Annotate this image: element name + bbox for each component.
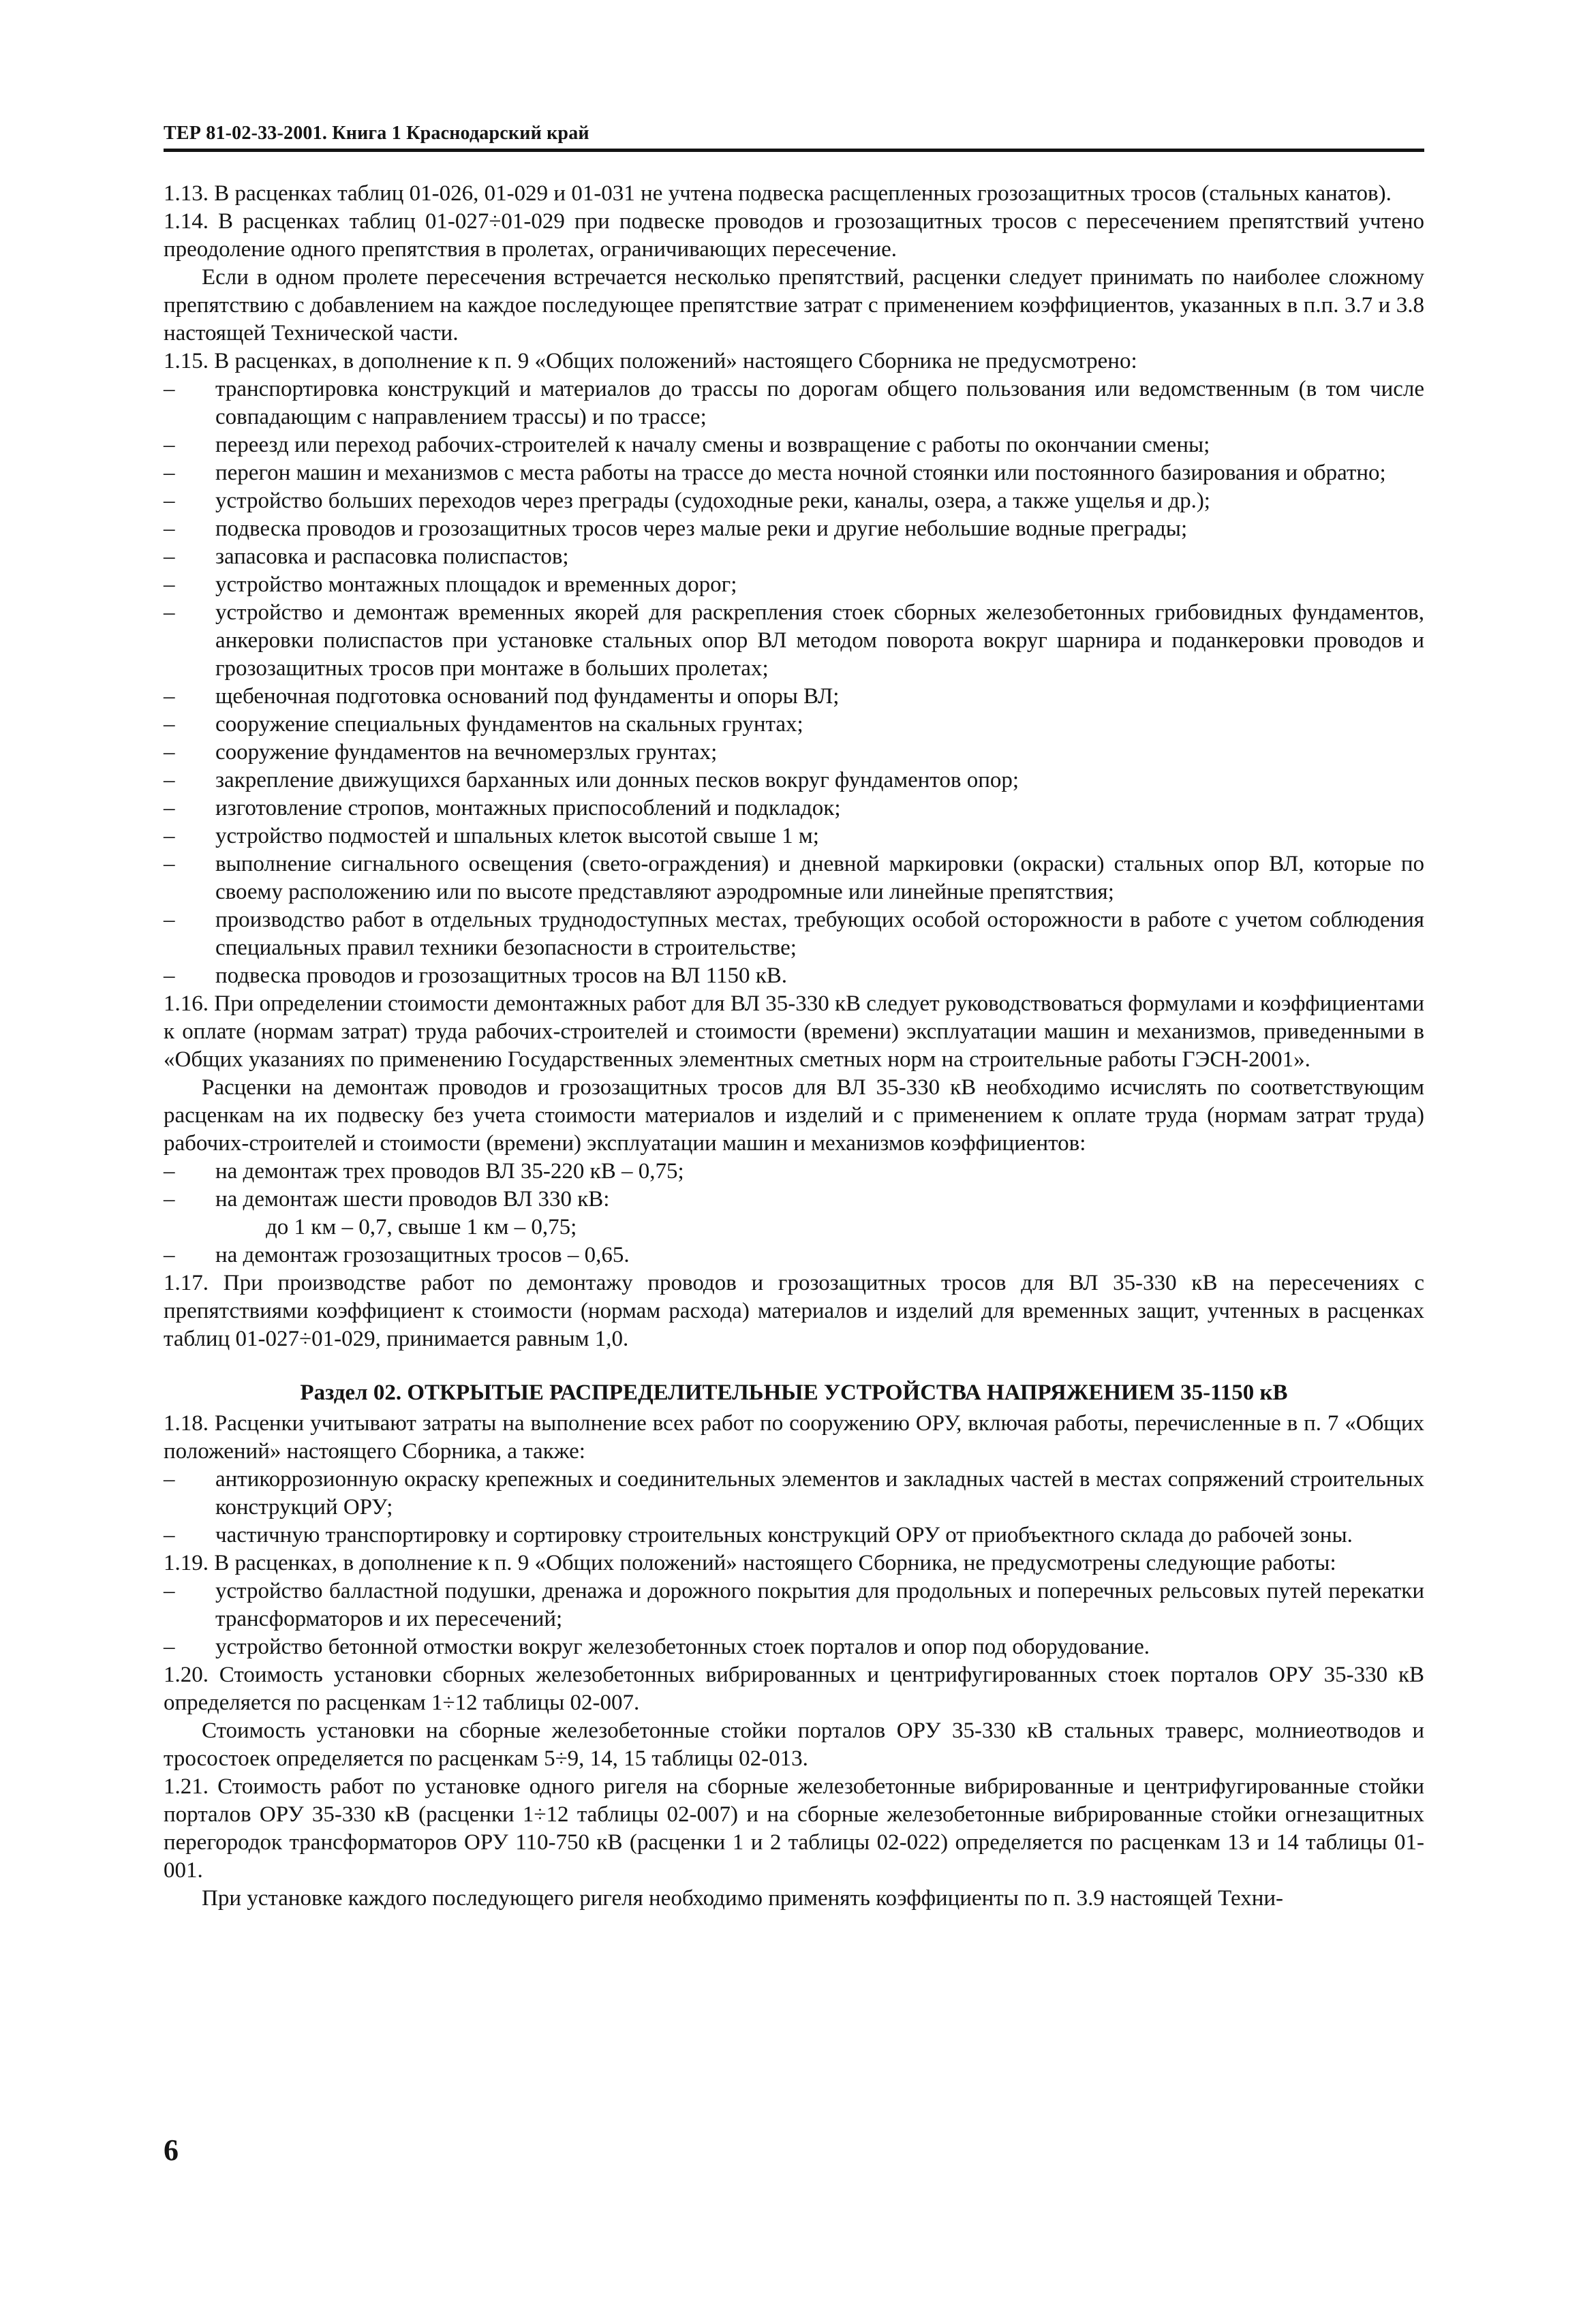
list-item bbox=[164, 767, 1424, 794]
list-item bbox=[164, 683, 1424, 711]
paragraph-1-15: 1.15. В расценках, в дополнение к п. 9 «Общих положений» настоящего Сборника не предусмотрено: bbox=[164, 349, 1137, 373]
dash-mark: – bbox=[164, 433, 175, 457]
list-item bbox=[164, 515, 1424, 543]
dash-mark: – bbox=[164, 963, 175, 988]
list-item bbox=[164, 850, 1424, 906]
dash-mark: – bbox=[164, 1523, 175, 1547]
list-item bbox=[164, 822, 1424, 850]
dash-mark: – bbox=[164, 461, 175, 485]
dash-mark: – bbox=[164, 768, 175, 792]
dash-mark: – bbox=[164, 740, 175, 765]
list-item-text: сооружение фундаментов на вечномерзлых грунтах; bbox=[215, 740, 718, 765]
page-number: 6 bbox=[164, 2133, 179, 2167]
page-header bbox=[164, 117, 1424, 153]
list-item-text: подвеска проводов и грозозащитных тросов на ВЛ 1150 кВ. bbox=[215, 963, 788, 988]
list-item bbox=[164, 711, 1424, 739]
list-item bbox=[164, 599, 1424, 683]
dash-mark: – bbox=[164, 1243, 175, 1267]
list-item-text: подвеска проводов и грозозащитных тросов через малые реки и другие небольшие водные преграды; bbox=[215, 516, 1188, 541]
list-item-text: на демонтаж грозозащитных тросов – 0,65. bbox=[215, 1243, 630, 1267]
document-page bbox=[164, 117, 1424, 1913]
list-item-text: устройство монтажных площадок и временных дорог; bbox=[215, 572, 737, 597]
paragraph-1-18: 1.18. Расценки учитывают затраты на выполнение всех работ по сооружению ОРУ, включая работы, перечисленные в п. 7 «Общих положений» настоящего Сборника, а также: bbox=[164, 1411, 1424, 1464]
dash-mark: – bbox=[164, 544, 175, 569]
dash-mark: – bbox=[164, 824, 175, 848]
paragraph-1-21: 1.21. Стоимость работ по установке одного ригеля на сборные железобетонные вибрированные и центрифугированные стойки порталов ОРУ 35-330 кВ (расценки 1÷12 таблицы 02-007) и на сборные железобетонные вибрированные стойки огнезащитных перегородок трансформаторов ОРУ 110-750 кВ (расценки 1 и 2 таблицы 02-022) определяется по расценкам 13 и 14 таблицы 01-001. bbox=[164, 1774, 1424, 1883]
dash-mark: – bbox=[164, 1159, 175, 1184]
list-1-18 bbox=[164, 1466, 1424, 1549]
dash-mark: – bbox=[164, 852, 175, 876]
dash-mark: – bbox=[164, 712, 175, 737]
list-item-text: устройство и демонтаж временных якорей для раскрепления стоек сборных железобетонных грибовидных фундаментов, анкеровки полиспастов при установке стальных опор ВЛ методом поворота вокруг шарнира и поданкеровки проводов и грозозащитных тросов при монтаже в больших пролетах; bbox=[215, 600, 1424, 681]
paragraph-1-20: 1.20. Стоимость установки сборных железобетонных вибрированных и центрифугированных стоек порталов ОРУ 35-330 кВ определяется по расценкам 1÷12 таблицы 02-007. bbox=[164, 1663, 1424, 1715]
dash-mark: – bbox=[164, 1579, 175, 1603]
list-item-text: производство работ в отдельных труднодоступных местах, требующих особой осторожности в работе с учетом соблюдения специальных правил техники безопасности в строительстве; bbox=[215, 908, 1424, 960]
dash-mark: – bbox=[164, 377, 175, 401]
paragraph-1-14: 1.14. В расценках таблиц 01-027÷01-029 при подвеске проводов и грозозащитных тросов с пересечением препятствий учтено преодоление одного препятствия в пролетах, ограничивающих пересечение. bbox=[164, 209, 1424, 262]
list-item-text: транспортировка конструкций и материалов до трассы по дорогам общего пользования или ведомственным (в том числе совпадающим с направлением трассы) и по трассе; bbox=[215, 377, 1424, 429]
list-item bbox=[164, 431, 1424, 459]
list-item-text: перегон машин и механизмов с места работы на трассе до места ночной стоянки или постоянного базирования и обратно; bbox=[215, 461, 1386, 485]
paragraph-1-17: 1.17. При производстве работ по демонтажу проводов и грозозащитных тросов для ВЛ 35-330 кВ на пересечениях с препятствиями коэффициент к стоимости (нормам расхода) материалов и изделий для временных защит, учтенных в расценках таблиц 01-027÷01-029, принимается равным 1,0. bbox=[164, 1271, 1424, 1351]
list-item bbox=[164, 1522, 1424, 1549]
list-item bbox=[164, 1186, 1424, 1214]
list-item-text: переезд или переход рабочих-строителей к началу смены и возвращение с работы по окончании смены; bbox=[215, 433, 1210, 457]
list-item-text: закрепление движущихся барханных или донных песков вокруг фундаментов опор; bbox=[215, 768, 1019, 792]
list-item-text: изготовление стропов, монтажных приспособлений и подкладок; bbox=[215, 796, 841, 820]
list-item-text: устройство балластной подушки, дренажа и дорожного покрытия для продольных и поперечных рельсовых путей перекатки трансформаторов и их пересечений; bbox=[215, 1579, 1424, 1631]
list-item-text: устройство подмостей и шпальных клеток высотой свыше 1 м; bbox=[215, 824, 819, 848]
list-1-15 bbox=[164, 375, 1424, 990]
list-item bbox=[164, 459, 1424, 487]
list-item bbox=[164, 1158, 1424, 1186]
list-item bbox=[164, 1633, 1424, 1661]
dash-mark: – bbox=[164, 572, 175, 597]
document-body bbox=[164, 180, 1424, 1913]
paragraph-1-14-cont: Если в одном пролете пересечения встречается несколько препятствий, расценки следует принимать по наиболее сложному препятствию с добавлением на каждое последующее препятствие затрат с применением коэффициентов, указанных в п.п. 3.7 и 3.8 настоящей Технической части. bbox=[164, 265, 1424, 345]
list-item-text: на демонтаж шести проводов ВЛ 330 кВ: bbox=[215, 1187, 610, 1212]
list-item bbox=[164, 487, 1424, 515]
list-subitem: до 1 км – 0,7, свыше 1 км – 0,75; bbox=[266, 1215, 577, 1239]
header-rule bbox=[164, 149, 1424, 152]
list-item bbox=[164, 1577, 1424, 1633]
list-1-19 bbox=[164, 1577, 1424, 1661]
paragraph-1-16: 1.16. При определении стоимости демонтажных работ для ВЛ 35-330 кВ следует руководствоваться формулами и коэффициентами к оплате (нормам затрат) труда рабочих-строителей и стоимости (времени) эксплуатации машин и механизмов, приведенными в «Общих указаниях по применению Государственных элементных сметных норм на строительные работы ГЭСН-2001». bbox=[164, 991, 1424, 1072]
paragraph-1-21-cont: При установке каждого последующего ригеля необходимо применять коэффициенты по п. 3.9 настоящей Техни- bbox=[202, 1886, 1284, 1911]
list-item bbox=[164, 1466, 1424, 1522]
list-item-text: на демонтаж трех проводов ВЛ 35-220 кВ – 0,75; bbox=[215, 1159, 684, 1184]
list-item-text: устройство больших переходов через преграды (судоходные реки, каналы, озера, а также ущелья и др.); bbox=[215, 489, 1210, 513]
dash-mark: – bbox=[164, 684, 175, 709]
section-title: Раздел 02. ОТКРЫТЫЕ РАСПРЕДЕЛИТЕЛЬНЫЕ УСТРОЙСТВА НАПРЯЖЕНИЕМ 35-1150 кВ bbox=[300, 1380, 1288, 1405]
paragraph-1-20-cont: Стоимость установки на сборные железобетонные стойки порталов ОРУ 35-330 кВ стальных траверс, молниеотводов и тросостоек определяется по расценкам 5÷9, 14, 15 таблицы 02-013. bbox=[164, 1718, 1424, 1771]
dash-mark: – bbox=[164, 908, 175, 932]
list-item-text: запасовка и распасовка полиспастов; bbox=[215, 544, 569, 569]
dash-mark: – bbox=[164, 1187, 175, 1212]
dash-mark: – bbox=[164, 1467, 175, 1492]
list-item bbox=[164, 571, 1424, 599]
list-item-text: сооружение специальных фундаментов на скальных грунтах; bbox=[215, 712, 803, 737]
paragraph-1-13: 1.13. В расценках таблиц 01-026, 01-029 и 01-031 не учтена подвеска расщепленных грозозащитных тросов (стальных канатов). bbox=[164, 181, 1392, 206]
dash-mark: – bbox=[164, 489, 175, 513]
list-item bbox=[164, 543, 1424, 571]
dash-mark: – bbox=[164, 516, 175, 541]
list-item bbox=[164, 962, 1424, 990]
list-item-text: частичную транспортировку и сортировку строительных конструкций ОРУ от приобъектного склада до рабочей зоны. bbox=[215, 1523, 1353, 1547]
list-item bbox=[164, 739, 1424, 767]
dash-mark: – bbox=[164, 1635, 175, 1659]
list-item bbox=[164, 794, 1424, 822]
list-item-text: антикоррозионную окраску крепежных и соединительных элементов и закладных частей в местах сопряжений строительных конструкций ОРУ; bbox=[215, 1467, 1424, 1519]
list-item bbox=[164, 1241, 1424, 1269]
list-item-text: выполнение сигнального освещения (свето-ограждения) и дневной маркировки (окраски) стальных опор ВЛ, которые по своему расположению или по высоте представляют аэродромные или линейные препятствия; bbox=[215, 852, 1424, 904]
list-item-text: устройство бетонной отмостки вокруг железобетонных стоек порталов и опор под оборудование. bbox=[215, 1635, 1150, 1659]
paragraph-1-16-cont: Расценки на демонтаж проводов и грозозащитных тросов для ВЛ 35-330 кВ необходимо исчислять по соответствующим расценкам на их подвеску без учета стоимости материалов и изделий и с применением к оплате труда (нормам затрат труда) рабочих-строителей и стоимости (времени) эксплуатации машин и механизмов коэффициентов: bbox=[164, 1075, 1424, 1156]
header-title: ТЕР 81-02-33-2001. Книга 1 Краснодарский край bbox=[164, 123, 589, 144]
list-item bbox=[164, 906, 1424, 962]
paragraph-1-19: 1.19. В расценках, в дополнение к п. 9 «Общих положений» настоящего Сборника, не предусмотрены следующие работы: bbox=[164, 1551, 1336, 1575]
list-item-text: щебеночная подготовка оснований под фундаменты и опоры ВЛ; bbox=[215, 684, 840, 709]
dash-mark: – bbox=[164, 796, 175, 820]
list-item bbox=[164, 375, 1424, 431]
dash-mark: – bbox=[164, 600, 175, 625]
